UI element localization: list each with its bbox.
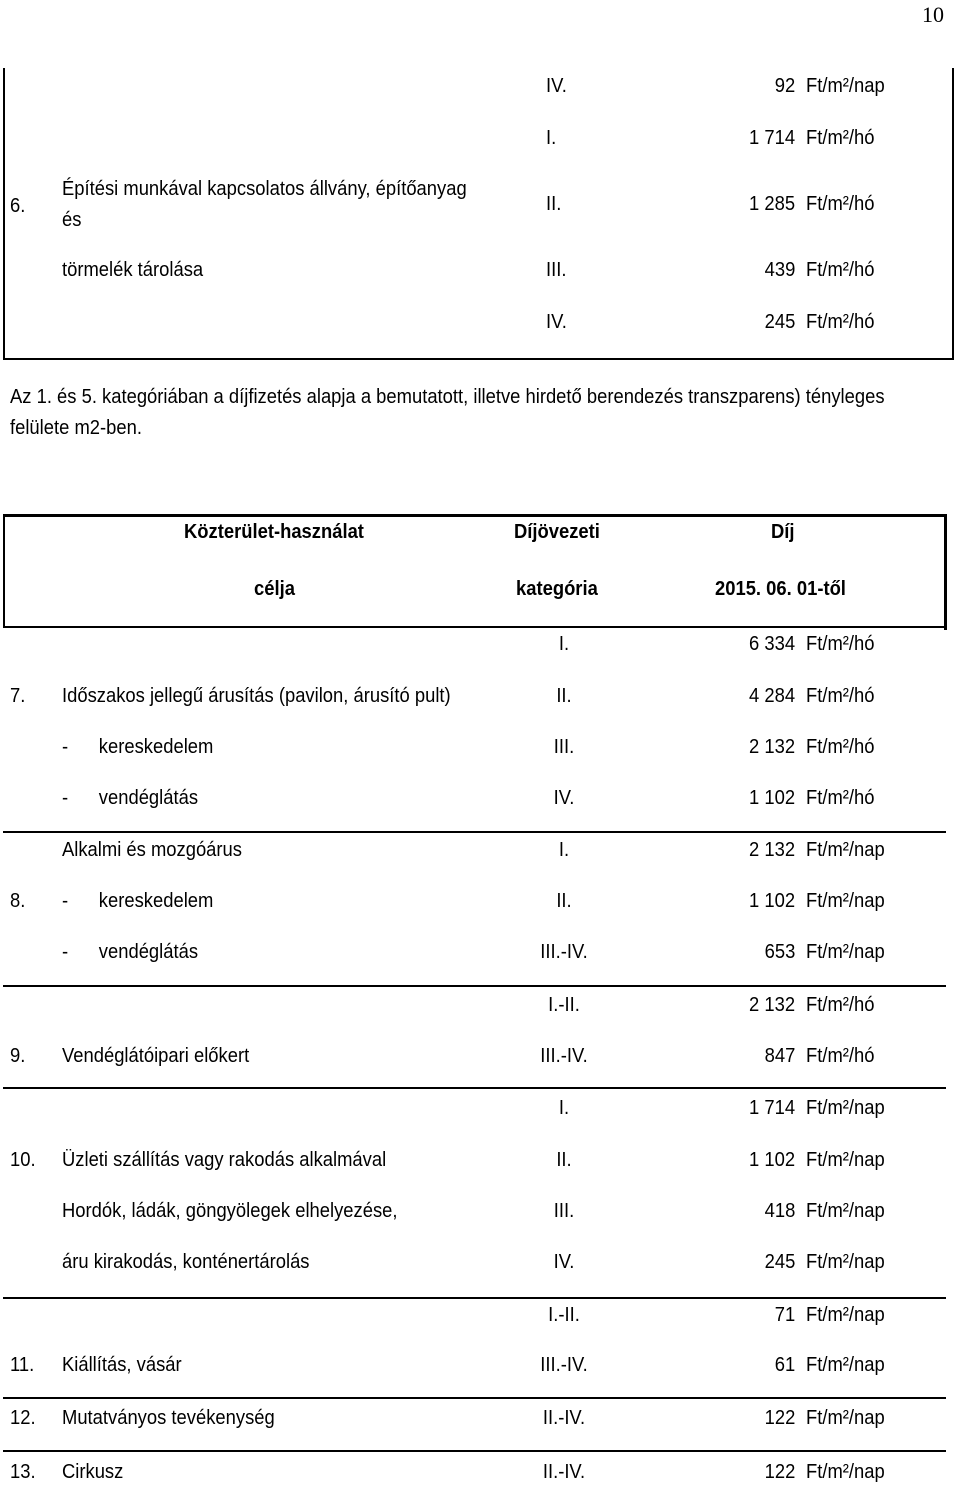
top-cat-4: IV.: [546, 311, 567, 333]
row-description: - vendéglátás: [62, 787, 199, 809]
row-amount: 2 132: [748, 839, 795, 861]
header-bottom-border: [3, 626, 946, 628]
row-number: 12.: [10, 1407, 36, 1429]
row-unit: Ft/m²/nap: [806, 890, 885, 912]
row-category: III.-IV.: [540, 1045, 588, 1067]
note-line2: felülete m2-ben.: [10, 417, 142, 439]
row-description: áru kirakodás, konténertárolás: [62, 1251, 310, 1273]
row-unit: Ft/m²/hó: [806, 685, 875, 707]
row-amount: 418: [764, 1200, 795, 1222]
row-category: I.-II.: [548, 994, 580, 1016]
row-unit: Ft/m²/nap: [806, 1461, 885, 1483]
row-unit: Ft/m²/hó: [806, 787, 875, 809]
row-description: Üzleti szállítás vagy rakodás alkalmával: [62, 1149, 387, 1171]
row-amount: 122: [764, 1407, 795, 1429]
top-unit-3: Ft/m²/hó: [806, 259, 875, 281]
top-amount-4: 245: [764, 311, 795, 333]
row-number: 13.: [10, 1461, 36, 1483]
header-col2-line1: Díjövezeti: [514, 521, 600, 543]
row-unit: Ft/m²/nap: [806, 1149, 885, 1171]
top-table-right-border: [952, 68, 954, 360]
row-amount: 847: [764, 1045, 795, 1067]
row-category: I.: [558, 633, 570, 655]
row-description: Mutatványos tevékenység: [62, 1407, 275, 1429]
row-description: Alkalmi és mozgóárus: [62, 839, 242, 861]
row-category: III.: [553, 736, 575, 758]
row-unit: Ft/m²/hó: [806, 1045, 875, 1067]
row-category: I.: [558, 1097, 570, 1119]
row-unit: Ft/m²/nap: [806, 839, 885, 861]
top-amount-3: 439: [764, 259, 795, 281]
row-category: IV.: [553, 787, 575, 809]
row-category: II.: [556, 685, 572, 707]
row-amount: 61: [774, 1354, 795, 1376]
row-description: Cirkusz: [62, 1461, 124, 1483]
row-amount: 245: [764, 1251, 795, 1273]
row-amount: 122: [764, 1461, 795, 1483]
top-amount-1: 1 714: [748, 127, 795, 149]
header-col2-line2: kategória: [516, 578, 598, 600]
header-col1-line2: célja: [254, 578, 295, 600]
top-cat-0: IV.: [546, 75, 567, 97]
header-col1-line1: Közterület-használat: [184, 521, 364, 543]
row-category: I.-II.: [548, 1304, 580, 1326]
header-top-border: [3, 514, 946, 517]
top-amount-2: 1 285: [748, 193, 795, 215]
row-number: 7.: [10, 685, 26, 707]
row-unit: Ft/m²/nap: [806, 941, 885, 963]
row-amount: 1 714: [748, 1097, 795, 1119]
row-number: 8.: [10, 890, 26, 912]
item6-line1: Építési munkával kapcsolatos állvány, építőanyag: [62, 178, 467, 200]
row-amount: 1 102: [748, 1149, 795, 1171]
item6-line3: törmelék tárolása: [62, 259, 204, 281]
row-category: III.-IV.: [540, 1354, 588, 1376]
row-number: 10.: [10, 1149, 36, 1171]
row-unit: Ft/m²/nap: [806, 1200, 885, 1222]
row-unit: Ft/m²/hó: [806, 633, 875, 655]
item6-number: 6.: [10, 195, 26, 217]
row-separator-8-9: [3, 985, 946, 987]
row-amount: 71: [774, 1304, 795, 1326]
header-col3-line2: 2015. 06. 01-től: [715, 578, 846, 600]
row-amount: 4 284: [748, 685, 795, 707]
row-category: II.: [556, 890, 572, 912]
row-separator-10-11: [3, 1297, 946, 1299]
item6-line2: és: [62, 209, 82, 231]
top-cat-2: II.: [546, 193, 562, 215]
row-unit: Ft/m²/nap: [806, 1304, 885, 1326]
row-separator-11-12: [3, 1397, 946, 1399]
header-col3-line1: Díj: [771, 521, 795, 543]
row-category: III.: [553, 1200, 575, 1222]
row-amount: 1 102: [748, 787, 795, 809]
row-category: II.: [556, 1149, 572, 1171]
note-line1: Az 1. és 5. kategóriában a díjfizetés alapja a bemutatott, illetve hirdető berendezés transzparens) tényleges: [10, 386, 885, 408]
row-unit: Ft/m²/hó: [806, 994, 875, 1016]
row-separator-7-8: [3, 831, 946, 833]
row-category: II.-IV.: [542, 1407, 586, 1429]
row-category: IV.: [553, 1251, 575, 1273]
header-left-border: [3, 514, 5, 626]
row-amount: 1 102: [748, 890, 795, 912]
row-description: Vendéglátóipari előkert: [62, 1045, 250, 1067]
row-number: 11.: [10, 1354, 35, 1376]
top-unit-1: Ft/m²/hó: [806, 127, 875, 149]
row-category: I.: [558, 839, 570, 861]
top-unit-2: Ft/m²/hó: [806, 193, 875, 215]
row-unit: Ft/m²/nap: [806, 1407, 885, 1429]
top-table-left-border: [3, 68, 5, 360]
row-description: Kiállítás, vásár: [62, 1354, 182, 1376]
page-number: 10: [922, 2, 944, 27]
row-category: II.-IV.: [542, 1461, 586, 1483]
row-description: Hordók, ládák, göngyölegek elhelyezése,: [62, 1200, 398, 1222]
row-description: - kereskedelem: [62, 736, 214, 758]
row-description: - vendéglátás: [62, 941, 199, 963]
row-separator-9-10: [3, 1087, 946, 1089]
row-separator-12-13: [3, 1450, 946, 1452]
top-cat-3: III.: [546, 259, 567, 281]
top-table-bottom-border: [3, 358, 954, 360]
row-amount: 6 334: [748, 633, 795, 655]
row-description: - kereskedelem: [62, 890, 214, 912]
row-unit: Ft/m²/nap: [806, 1097, 885, 1119]
row-category: III.-IV.: [540, 941, 588, 963]
row-number: 9.: [10, 1045, 26, 1067]
row-amount: 2 132: [748, 736, 795, 758]
top-cat-1: I.: [546, 127, 557, 149]
row-amount: 653: [764, 941, 795, 963]
row-unit: Ft/m²/nap: [806, 1354, 885, 1376]
row-unit: Ft/m²/hó: [806, 736, 875, 758]
row-description: Időszakos jellegű árusítás (pavilon, árusító pult): [62, 685, 451, 707]
top-unit-0: Ft/m²/nap: [806, 75, 885, 97]
row-amount: 2 132: [748, 994, 795, 1016]
top-amount-0: 92: [774, 75, 795, 97]
row-unit: Ft/m²/nap: [806, 1251, 885, 1273]
top-unit-4: Ft/m²/hó: [806, 311, 875, 333]
header-right-border: [944, 514, 947, 630]
